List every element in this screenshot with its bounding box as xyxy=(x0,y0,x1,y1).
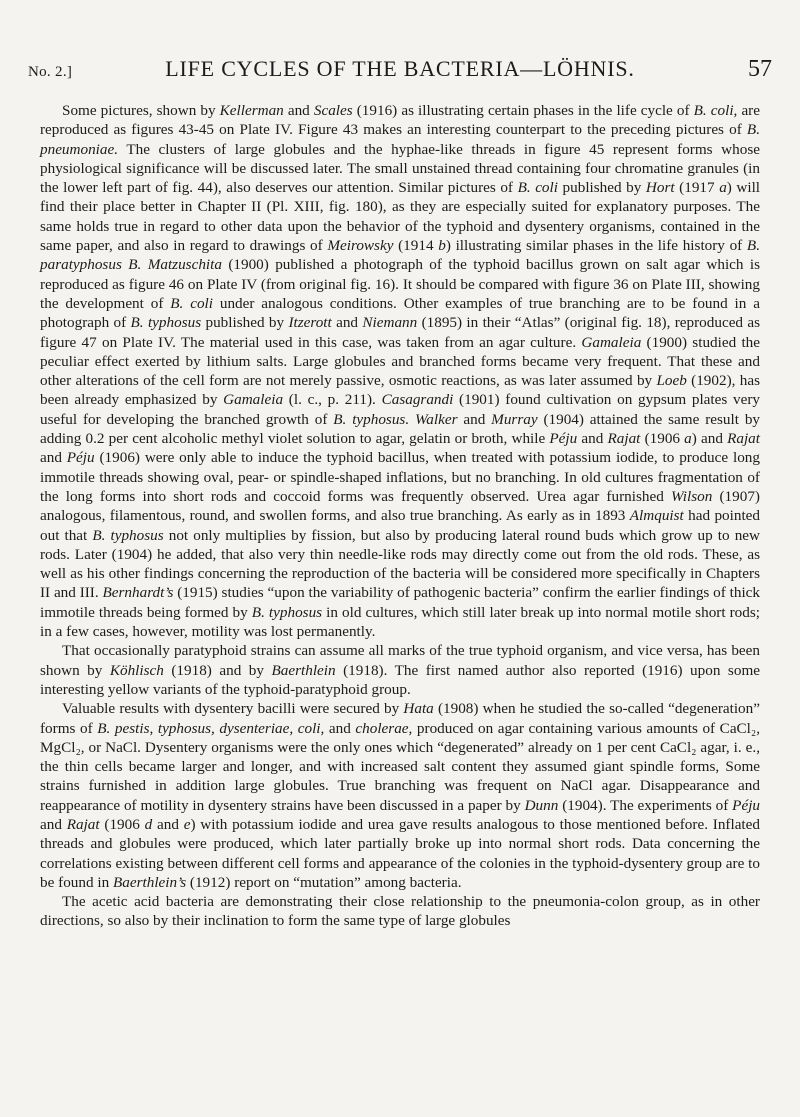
italic-run: B. typhosus. xyxy=(333,410,410,428)
italic-run: B. coli xyxy=(517,179,558,197)
text-run: (l. c., p. 211). xyxy=(283,391,382,409)
text-run: (1902), has been already emphasized by xyxy=(40,372,760,409)
text-run: ) illustrating similar phases in the life history of xyxy=(445,237,747,255)
text-run: That occasionally paratyphoid strains can assume all marks of the true typhoid organism, and vice versa, has been shown by xyxy=(40,642,760,679)
text-run: (1915) studies “upon the variability of pathogenic bacteria” confirm the earlier findings of thick immotile threads being formed by xyxy=(40,584,760,621)
italic-run: B. typhosus xyxy=(251,603,323,621)
italic-run: B. typhosus xyxy=(130,314,202,332)
text-run: are reproduced as figures 43-45 on Plate IV. Figure 43 makes an interesting counterpart to the preceding pictures of xyxy=(40,102,760,139)
italic-run: d xyxy=(144,815,153,833)
text-run: The clusters of large globules and the hyphae-like threads in figure 45 represent forms whose physiological significance will be discussed later. The small unstained thread containing four chromatine granules (in the lower left part of fig. 44), also deserves our attention. Similar pictures of xyxy=(40,140,760,197)
italic-run: B. pestis, typhosus, dysenteriae, coli, xyxy=(97,719,325,737)
italic-run: Baerthlein xyxy=(271,661,336,679)
paragraph xyxy=(40,892,760,931)
text-run: (1906) were only able to induce the typhoid bacillus, when treated with potassium iodide, to produce long immotile threads showing oval, pear- or spindle-shaped inflations, but no branching. In old cultures fragmentation of the long forms into short rods and coccoid forms was frequently observed. Urea agar furnished xyxy=(40,449,760,505)
running-title: LIFE CYCLES OF THE BACTERIA—LÖHNIS. xyxy=(165,56,635,81)
italic-run: Péju xyxy=(732,796,761,814)
paragraph xyxy=(40,641,760,699)
text-run: ) and xyxy=(691,430,728,448)
italic-run: Itzerott xyxy=(288,314,332,332)
italic-run: a xyxy=(684,430,692,448)
text-run: The acetic acid bacteria are demonstrating their close relationship to the pneumonia-colon group, as in other directions, so also by their inclination to form the same type of large globules xyxy=(40,893,760,930)
italic-run: Wilson xyxy=(670,487,713,505)
italic-run: Péju xyxy=(549,430,578,448)
text-run: (1904). The experiments of xyxy=(558,796,733,814)
italic-run: Péju xyxy=(66,449,95,467)
text-run: Valuable results with dysentery bacilli were secured by xyxy=(62,700,404,718)
text-run: (1916) as illustrating certain phases in the life cycle of xyxy=(352,102,694,119)
italic-run: a xyxy=(719,179,727,197)
text-run: published by xyxy=(557,179,646,197)
text-run: (1914 xyxy=(393,237,439,255)
text-run: (1907) analogous, filamentous, round, and swollen forms, and also true branching. As early as in 1893 xyxy=(40,487,760,525)
text-run: Some pictures, shown by xyxy=(62,102,220,119)
italic-run: Meirowsky xyxy=(327,237,394,255)
text-run: (1906 xyxy=(99,815,145,833)
text-run: (1917 xyxy=(674,179,720,197)
italic-run: B. pneumoniae. xyxy=(40,121,760,158)
text-run: and xyxy=(40,449,67,467)
text-run: (1906 xyxy=(640,430,685,448)
italic-run: B. coli, xyxy=(693,102,738,119)
text-run: (1912) report on “mutation” among bacteria. xyxy=(186,873,462,891)
text-run: (1900) published a photograph of the typhoid bacillus grown on salt agar which is reproduced as figure 46 on Plate IV (from original fig. 16). It should be compared with figure 36 on Plate III, showing the development of xyxy=(40,256,761,312)
text-run: and xyxy=(457,410,492,428)
italic-run: Matzuschita xyxy=(147,256,222,274)
italic-run: B. coli xyxy=(170,294,213,312)
text-run: (1900) studied the peculiar effect exerted by lithium salts. Large globules and branched forms became very frequent. That these and other alterations of the cell form are not merely passive, osmotic reactions, as was later assumed by xyxy=(40,333,760,390)
italic-run: B. paratyphosus B. xyxy=(40,237,760,274)
text-run: and xyxy=(324,719,356,737)
italic-run: Köhlisch xyxy=(109,661,164,679)
italic-run: cholerae, xyxy=(355,719,413,737)
text-run: in old cultures, which still later break up into normal motile short rods; in a few cases, however, motility was lost permanently. xyxy=(40,603,760,641)
italic-run: Rajat xyxy=(727,430,760,448)
italic-run: Almquist xyxy=(629,507,684,525)
text-run: ) will find their place better in Chapter II (Pl. XIII, fig. 180), as they are especially suited for explanatory purposes. The same holds true in regard to other data upon the behavior of the typhoid and dysentery organisms, contained in the same paper, and also in regard to drawings of xyxy=(40,179,761,255)
page-number: 57 xyxy=(748,56,772,82)
text-run: (1918) and by xyxy=(163,661,272,679)
italic-run: e xyxy=(183,815,191,833)
body-text xyxy=(40,101,760,931)
text-run: (1904) attained the same result by adding 0.2 per cent alcoholic methyl violet solution to agar, gelatin or broth, while xyxy=(40,410,761,448)
text-run: and xyxy=(331,314,363,332)
italic-run: Niemann xyxy=(362,314,418,332)
paragraph xyxy=(40,101,760,641)
italic-run: Hort xyxy=(645,179,675,197)
italic-run: Walker xyxy=(415,410,458,428)
text-run: (1908) when he studied the so-called “degeneration” forms of xyxy=(40,700,760,737)
text-run: published by xyxy=(201,314,289,332)
italic-run: Dunn xyxy=(524,796,559,814)
text-run: produced on agar containing various amounts of CaCl₂, MgCl₂, or NaCl. Dysentery organisms were the only ones which “degenerated” already on 1 per cent CaCl₂ agar, i. e., the thin cells became larger and longer, and with increased salt content they assumed giant spindle forms, Some strains furnished in addition large globules. True branching was frequent on NaCl agar. Disappearance and reappearance of motility in dysentery strains have been discussed in a paper by xyxy=(40,719,760,814)
italic-run: Casagrandi xyxy=(381,391,454,409)
italic-run: Scales xyxy=(313,102,353,119)
italic-run: Gamaleia xyxy=(581,333,642,351)
text-run: and xyxy=(577,430,608,448)
italic-run: b xyxy=(438,237,446,255)
italic-run: Kellerman xyxy=(219,102,284,119)
text-run: and xyxy=(283,102,314,119)
italic-run: Murray xyxy=(491,410,538,428)
issue-number: No. 2.] xyxy=(28,64,73,80)
text-run: (1895) in their “Atlas” (original fig. 18), reproduced as figure 47 on Plate IV. The material used in this case, was taken from an agar culture. xyxy=(40,314,761,351)
text-run: and xyxy=(40,815,67,833)
italic-run: Rajat xyxy=(607,430,641,448)
text-run: under analogous conditions. Other examples of true branching are to be found in a photograph of xyxy=(40,294,760,332)
text-run: (1918). The first named author also reported (1916) upon some interesting yellow variants of the typhoid-paratyphoid group. xyxy=(40,661,760,698)
text-run: and xyxy=(152,815,184,833)
italic-run: B. typhosus xyxy=(92,526,164,544)
italic-run: Gamaleia xyxy=(223,391,284,409)
text-run: had pointed out that xyxy=(40,507,760,544)
text-run: not only multiplies by fission, but also by producing lateral round buds which grow up to new rods. Later (1904) he added, that also very thin needle-like rods may directly come out from the old rods. These, as well as his other findings concerning the reproduction of the bacteria will be considered more specifically in Chapters II and III. xyxy=(40,526,760,602)
paragraph xyxy=(40,699,760,892)
text-run: (1901) found cultivation on gypsum plates very useful for developing the branched growth of xyxy=(40,391,761,428)
italic-run: Loeb xyxy=(656,372,687,390)
running-header xyxy=(28,56,772,90)
italic-run: Baerthlein’s xyxy=(112,873,187,891)
text-run: ) with potassium iodide and urea gave results analogous to those mentioned before. Inflated threads and globules were produced, which later partially broke up into normal short rods. Data concerning the correlations existing between different cell forms and appearance of the colonies in the typhoid-dysentery group are to be found in xyxy=(40,815,760,891)
italic-run: Hata xyxy=(403,700,434,718)
italic-run: Bernhardt’s xyxy=(102,584,174,602)
italic-run: Rajat xyxy=(66,815,100,833)
